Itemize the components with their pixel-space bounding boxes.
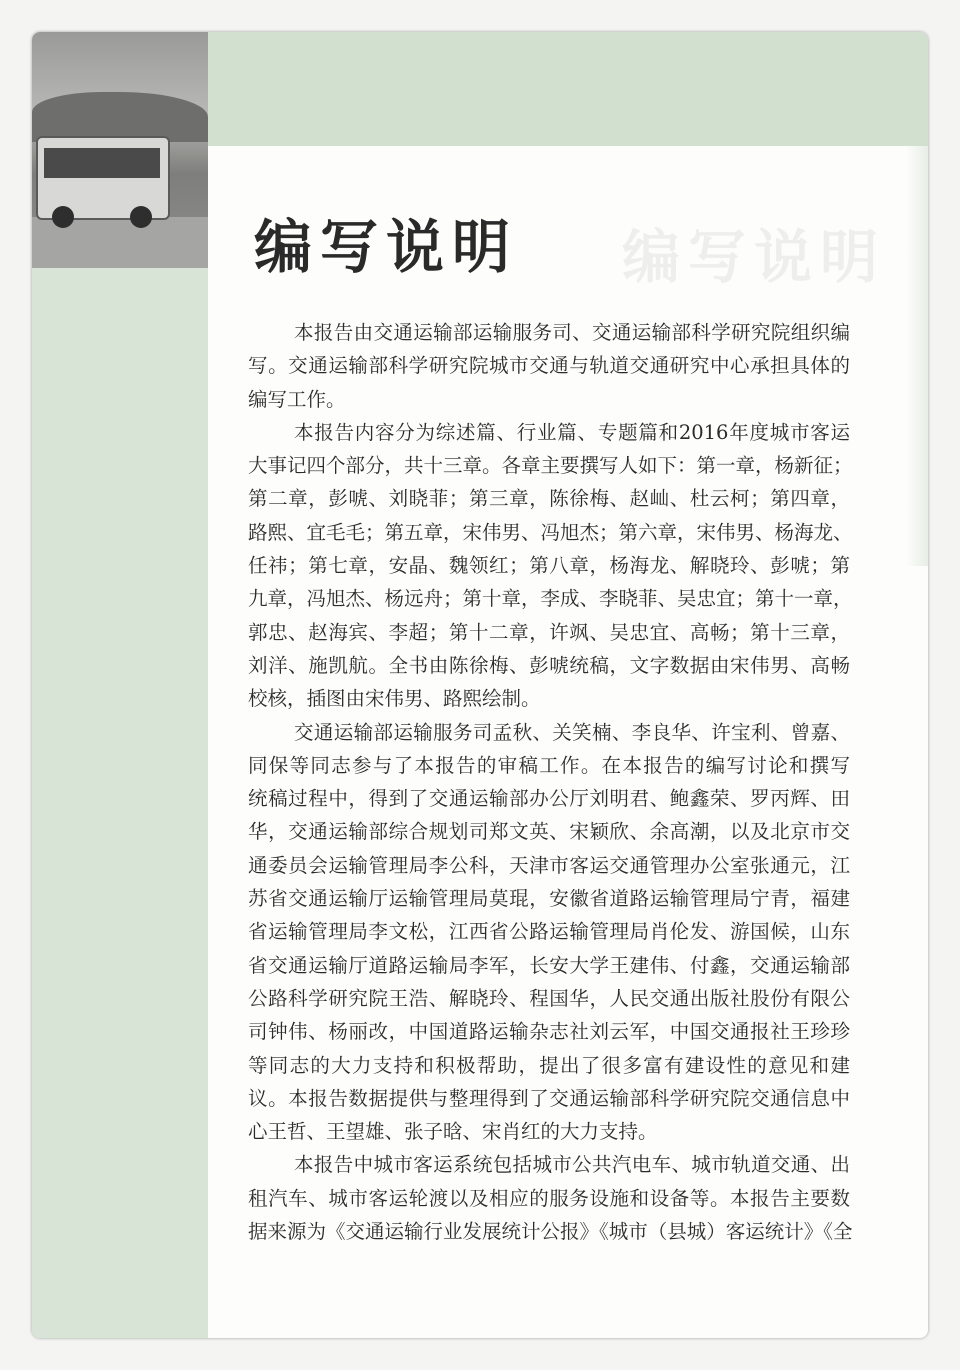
text-line: 统稿过程中，得到了交通运输部办公厅刘明君、鲍鑫荣、罗丙辉、田 <box>248 787 850 811</box>
text-line: 大事记四个部分，共十三章。各章主要撰写人如下：第一章，杨新征； <box>248 454 853 478</box>
text-line: 刘洋、施凯航。全书由陈徐梅、彭唬统稿，文字数据由宋伟男、高畅 <box>248 653 850 677</box>
paragraph <box>248 316 850 416</box>
text-line: 公路科学研究院王浩、解晓玲、程国华，人民交通出版社股份有限公 <box>248 986 850 1010</box>
text-line: 本报告内容分为综述篇、行业篇、专题篇和2016年度城市客运 <box>294 420 850 444</box>
text-line: 同保等同志参与了本报告的审稿工作。在本报告的编写讨论和撰写 <box>248 753 850 777</box>
text-line: 九章，冯旭杰、杨远舟；第十章，李成、李晓菲、吴忠宜；第十一章， <box>248 587 853 611</box>
text-line: 编写工作。 <box>248 387 346 411</box>
text-line: 任祎；第七章，安晶、魏领红；第八章，杨海龙、解晓玲、彭唬；第 <box>248 554 850 578</box>
top-green-band <box>208 32 928 146</box>
text-line: 司钟伟、杨丽改，中国道路运输杂志社刘云军，中国交通报社王珍珍 <box>248 1020 850 1044</box>
page-title: 编写说明 <box>254 213 519 281</box>
text-line: 本报告中城市客运系统包括城市公共汽电车、城市轨道交通、出 <box>294 1153 850 1177</box>
text-line: 路熙、宜毛毛；第五章，宋伟男、冯旭杰；第六章，宋伟男、杨海龙、 <box>248 520 853 544</box>
bus-image <box>36 136 170 220</box>
text-line: 第二章，彭唬、刘晓菲；第三章，陈徐梅、赵屾、杜云柯；第四章， <box>248 487 850 511</box>
text-line: 校核，插图由宋伟男、路熙绘制。 <box>248 687 541 711</box>
text-line: 租汽车、城市客运轮渡以及相应的服务设施和设备等。本报告主要数 <box>248 1186 850 1210</box>
text-line: 省交通运输厅道路运输局李军，长安大学王建伟、付鑫，交通运输部 <box>248 953 850 977</box>
text-line: 苏省交通运输厅运输管理局莫琨，安徽省道路运输管理局宁青，福建 <box>248 887 850 911</box>
text-line: 写。交通运输部科学研究院城市交通与轨道交通研究中心承担具体的 <box>248 354 850 378</box>
text-line: 华，交通运输部综合规划司郑文英、宋颖欣、余高潮，以及北京市交 <box>248 820 850 844</box>
page-edge-shade <box>906 146 928 566</box>
text-line: 通委员会运输管理局李公科，天津市客运交通管理办公室张通元，江 <box>248 853 850 877</box>
book-page <box>32 32 928 1338</box>
bleed-through-title: 编写说明 <box>622 223 887 291</box>
body-text <box>248 316 853 1248</box>
text-line: 交通运输部运输服务司孟秋、关笑楠、李良华、许宝利、曾嘉、 <box>294 720 850 744</box>
text-line: 省运输管理局李文松，江西省公路运输管理局肖伦发、游国候，山东 <box>248 920 850 944</box>
text-line: 据来源为《交通运输行业发展统计公报》《城市（县城）客运统计》《全 <box>248 1220 853 1244</box>
paragraph <box>248 716 850 1149</box>
bus-photo <box>32 32 208 268</box>
text-line: 议。本报告数据提供与整理得到了交通运输部科学研究院交通信息中 <box>248 1086 850 1110</box>
text-line: 心王哲、王望雄、张子晗、宋肖红的大力支持。 <box>248 1120 658 1144</box>
text-line: 本报告由交通运输部运输服务司、交通运输部科学研究院组织编 <box>294 321 850 344</box>
paragraph <box>248 1148 853 1248</box>
text-line: 郭忠、赵海宾、李超；第十二章，许飒、吴忠宜、高畅；第十三章， <box>248 620 850 644</box>
text-line: 等同志的大力支持和积极帮助，提出了很多富有建设性的意见和建 <box>248 1053 850 1077</box>
paragraph <box>248 416 853 716</box>
